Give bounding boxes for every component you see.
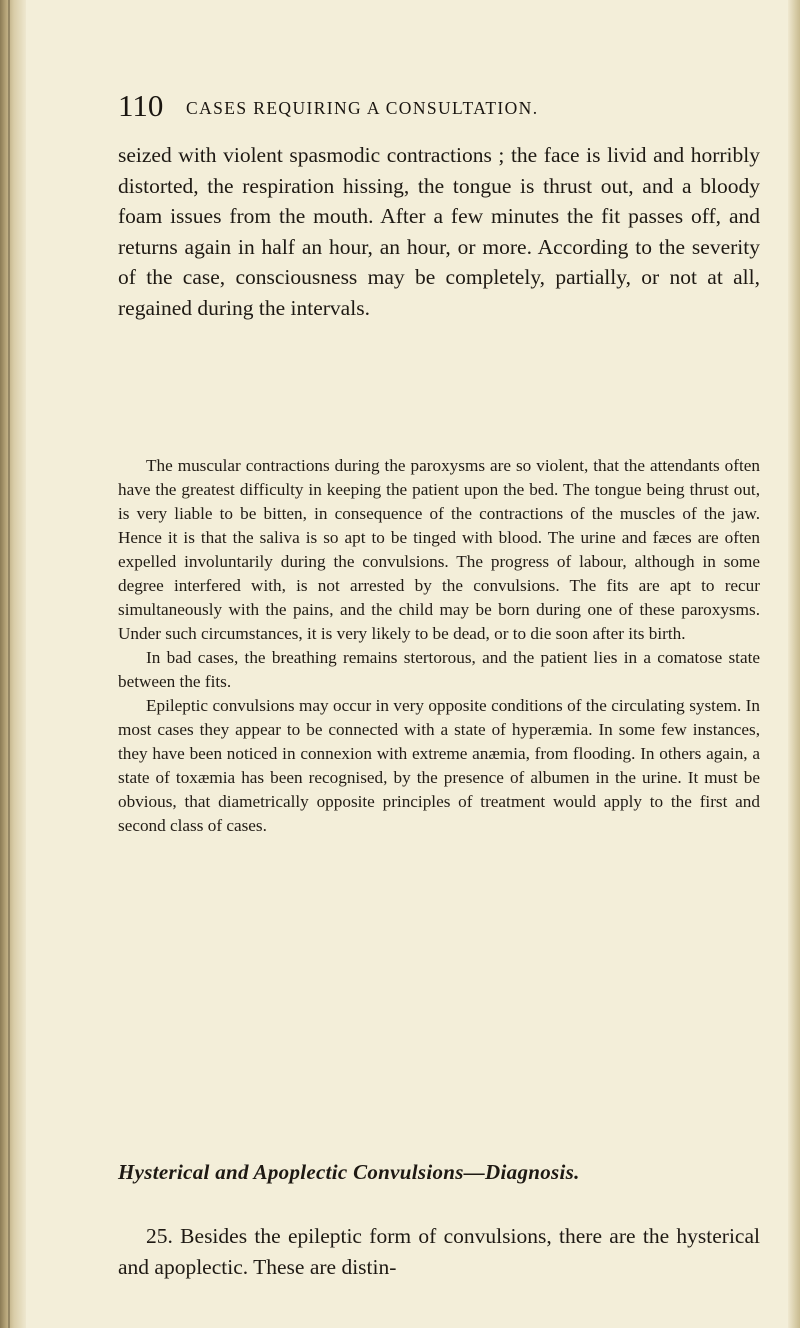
note-paragraph: Epileptic convulsions may occur in very opposite conditions of the circulating system. In most cases they appear to be connected with a state of hyperæmia. In some few instances, they have been noticed in connexion with extreme anæmia, from flooding. In others again, a state of toxæmia has been recognised, by the presence of albumen in the urine. It must be obvious, that diametrically opposite principles of treatment would apply to the first and second class of cases. [118,696,760,835]
binding-line [8,0,10,1328]
running-head: CASES REQUIRING A CONSULTATION. [186,98,539,118]
page-header [0,86,800,126]
note-paragraph: The muscular contractions during the paroxysms are so violent, that the attendants often have the greatest difficulty in keeping the patient upon the bed. The tongue being thrust out, is very liable to be bitten, in consequence of the contractions of the muscles of the jaw. Hence it is that the saliva is so apt to be tinged with blood. The urine and fæces are often expelled involuntarily during the convulsions. The progress of labour, although in some degree interfered with, is not arrested by the convulsions. The fits are apt to recur simultaneously with the pains, and the child may be born during one of these paroxysms. Under such circumstances, it is very likely to be dead, or to die soon after its birth. [118,456,760,643]
section-heading: Hysterical and Apoplectic Convulsions—Diagnosis. [118,1160,580,1184]
opening-paragraph: seized with violent spasmodic contractions ; the face is livid and horribly distorted, the respiration hissing, the tongue is thrust out, and a bloody foam issues from the mouth. After a few minutes the fit passes off, and returns again in half an hour, an hour, or more. According to the severity of the case, consciousness may be completely, partially, or not at all, regained during the intervals. [118,143,760,320]
note-paragraph: In bad cases, the breathing remains stertorous, and the patient lies in a comatose state between the fits. [118,648,760,691]
page-edge [788,0,800,1328]
page-number: 110 [118,88,164,123]
binding-gutter [0,0,26,1328]
notes-block [118,454,760,838]
closing-paragraph: 25. Besides the epileptic form of convulsions, there are the hysterical and apoplectic. These are distin- [118,1224,760,1279]
